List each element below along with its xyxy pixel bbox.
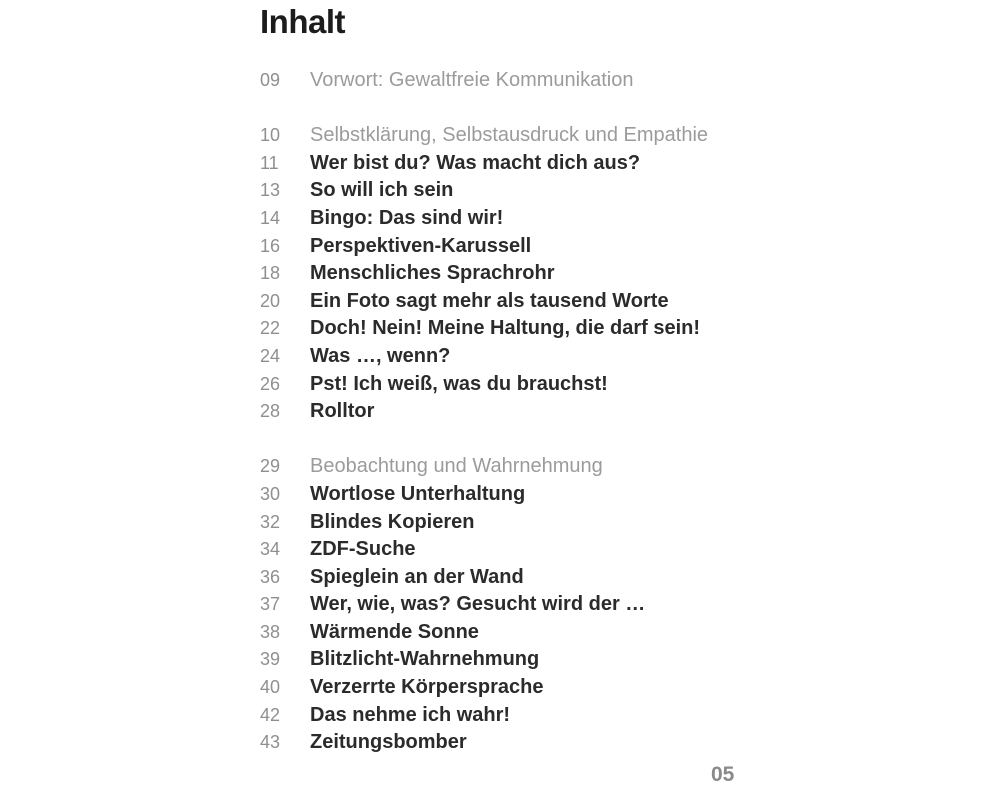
- toc-page-number: 26: [260, 373, 281, 394]
- toc-entry-title: Spieglein an der Wand: [310, 565, 524, 588]
- toc-page-number: 37: [260, 594, 281, 615]
- toc-page-number: 22: [260, 318, 281, 339]
- toc-row: [260, 122, 780, 150]
- toc-row: [260, 150, 780, 178]
- toc-page-number: 24: [260, 345, 281, 366]
- toc-row: [260, 288, 780, 316]
- toc-entry-title: Das nehme ich wahr!: [310, 703, 511, 726]
- toc-entry-title: So will ich sein: [310, 179, 454, 202]
- toc-section-title: Beobachtung und Wahrnehmung: [310, 455, 603, 478]
- toc-page-number: 11: [260, 152, 279, 173]
- toc-page-number: 39: [260, 649, 281, 670]
- toc-entry-title: Verzerrte Körpersprache: [310, 676, 544, 699]
- toc-entry-title: ZDF-Suche: [310, 538, 416, 561]
- toc-entry-title: Wortlose Unterhaltung: [310, 482, 526, 505]
- toc-entry-title: Menschliches Sprachrohr: [310, 262, 555, 285]
- toc-page-number: 09: [260, 70, 281, 90]
- toc-row: [260, 260, 780, 288]
- toc-page-number: 28: [260, 401, 281, 422]
- toc-page-number: 32: [260, 511, 281, 532]
- toc-page-number: 16: [260, 235, 281, 256]
- toc-page-number: 43: [260, 732, 281, 753]
- toc-entry-title: Rolltor: [310, 400, 375, 423]
- toc-page-number: 10: [260, 125, 281, 146]
- toc-row: [260, 233, 780, 261]
- toc-row: [260, 591, 780, 619]
- toc-page-number: 29: [260, 456, 281, 477]
- toc-page-number: 13: [260, 180, 281, 201]
- toc-section-title: Selbstklärung, Selbstausdruck und Empathie: [310, 124, 709, 147]
- toc-page-number: 30: [260, 483, 281, 504]
- toc-row: [260, 509, 780, 537]
- toc-row: [260, 729, 780, 757]
- toc-page-number: 38: [260, 621, 281, 642]
- toc-row: [260, 177, 780, 205]
- toc-row: [260, 315, 780, 343]
- toc-row: [260, 674, 780, 702]
- toc-entry-title: Bingo: Das sind wir!: [310, 206, 504, 229]
- toc-entry-title: Wer, wie, was? Gesucht wird der …: [310, 593, 646, 616]
- toc-entry-title: Zeitungsbomber: [310, 731, 467, 754]
- table-of-contents: [260, 67, 780, 757]
- toc-row: [260, 702, 780, 730]
- toc-row: [260, 536, 780, 564]
- toc-entry-title: Doch! Nein! Meine Haltung, die darf sein!: [310, 317, 701, 340]
- toc-page-number: 40: [260, 677, 281, 698]
- toc-page-number: 42: [260, 704, 281, 725]
- toc-entry-title: Wärmende Sonne: [310, 620, 479, 643]
- toc-content: [260, 0, 780, 757]
- toc-row: [260, 453, 780, 481]
- page-title: Inhalt: [260, 3, 345, 40]
- toc-row: [260, 481, 780, 509]
- toc-entry-title: Vorwort: Gewaltfreie Kommunikation: [310, 69, 634, 91]
- toc-row: [260, 564, 780, 592]
- toc-page-number: 14: [260, 207, 281, 228]
- toc-row: [260, 371, 780, 399]
- toc-entry-title: Pst! Ich weiß, was du brauchst!: [310, 372, 608, 395]
- toc-page-number: 36: [260, 566, 281, 587]
- page-folio-number: 05: [711, 763, 735, 786]
- toc-entry-title: Was …, wenn?: [310, 344, 451, 367]
- toc-row: [260, 67, 780, 95]
- toc-row: [260, 205, 780, 233]
- toc-row: [260, 343, 780, 371]
- toc-page-number: 34: [260, 539, 281, 560]
- toc-row: [260, 646, 780, 674]
- toc-entry-title: Perspektiven-Karussell: [310, 234, 532, 257]
- toc-entry-title: Blitzlicht-Wahrnehmung: [310, 648, 540, 671]
- toc-entry-title: Wer bist du? Was macht dich aus?: [310, 151, 641, 174]
- toc-page-number: 18: [260, 263, 281, 284]
- toc-row: [260, 398, 780, 426]
- toc-page-number: 20: [260, 290, 281, 311]
- toc-entry-title: Ein Foto sagt mehr als tausend Worte: [310, 289, 669, 312]
- toc-entry-title: Blindes Kopieren: [310, 510, 475, 533]
- toc-row: [260, 619, 780, 647]
